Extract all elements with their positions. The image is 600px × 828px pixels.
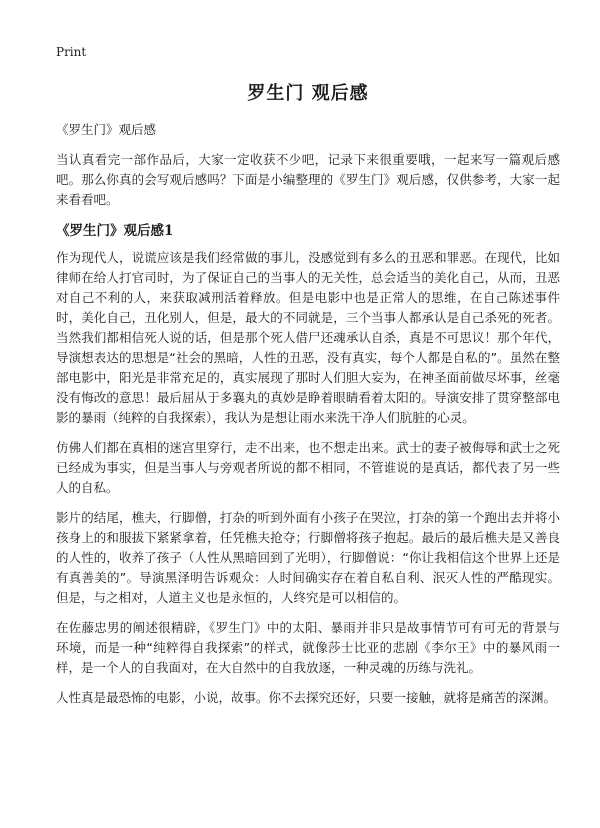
body-paragraph-3: 影片的结尾，樵夫，行脚僧，打杂的听到外面有小孩子在哭泣，打杂的第一个跑出去并将小孩身上的和服拔下紧紧拿着，任凭樵夫抢夺；行脚僧将孩子抱起。最后的最后樵夫是又善良的人性的，收养了孩子（人性从黑暗回到了光明），行脚僧说：“你让我相信这个世界上还是有真善美的”。导演黑泽明告诉观众：人时间确实存在着自私自利、泯灭人性的严酷现实。但是，与之相对，人道主义也是永恒的，人终究是可以相信的。: [56, 510, 560, 605]
section-heading: 《罗生门》观后感1: [56, 223, 174, 239]
body-paragraph-4: 在佐藤忠男的阐述很精辟，《罗生门》中的太阳、暴雨并非只是故事情节可有可无的背景与环境，而是一种“纯粹得自我探索”的样式，就像莎士比亚的悲剧《李尔王》中的暴风雨一样，是一个人的自我面对，在大自然中的自我放逐，一种灵魂的历练与洗礼。: [56, 620, 560, 675]
document-subtitle: 《罗生门》观后感: [56, 122, 157, 137]
body-paragraph-5: 人性真是最恐怖的电影，小说，故事。你不去探究还好，只要一接触，就将是痛苦的深渊。: [56, 690, 557, 705]
intro-paragraph: 当认真看完一部作品后，大家一定收获不少吧，记录下来很重要哦，一起来写一篇观后感吧。那么你真的会写观后感吗？下面是小编整理的《罗生门》观后感，仅供参考，大家一起来看看吧。: [56, 152, 560, 207]
body-paragraph-2: 仿佛人们都在真相的迷宫里穿行，走不出来，也不想走出来。武士的妻子被侮辱和武士之死已经成为事实，但是当事人与旁观者所说的都不相同，不管谁说的是真话，都代表了另一些人的自私。: [56, 440, 560, 495]
print-link[interactable]: Print: [56, 45, 87, 59]
body-paragraph-1: 作为现代人，说谎应该是我们经常做的事儿，没感觉到有多么的丑恶和罪恶。在现代，比如律师在给人打官司时，为了保证自己的当事人的无关性，总会适当的美化自己，从而，丑恶对自己不利的人，来获取减刑活着释放。但是电影中也是正常人的思维，在自己陈述事件时，美化自己，丑化别人，但是，最大的不同就是，三个当事人都承认是自己杀死的死者。当然我们都相信死人说的话，但是那个死人借尸还魂承认自杀，真是不可思议！那个年代，导演想表达的思想是“社会的黑暗，人性的丑恶，没有真实，每个人都是自私的”。虽然在整部电影中，阳光是非常充足的，真实展现了那时人们胆大妄为，在神圣面前做尽坏事，丝毫没有悔改的意思！最后屈从于多襄丸的真妙是睁着眼睛看着太阳的。导演安排了贯穿整部电影的暴雨（纯粹的自我探索），我认为是想让雨水来洗干净人们肮脏的心灵。: [56, 250, 560, 425]
document-title: 罗生门 观后感: [247, 83, 369, 104]
